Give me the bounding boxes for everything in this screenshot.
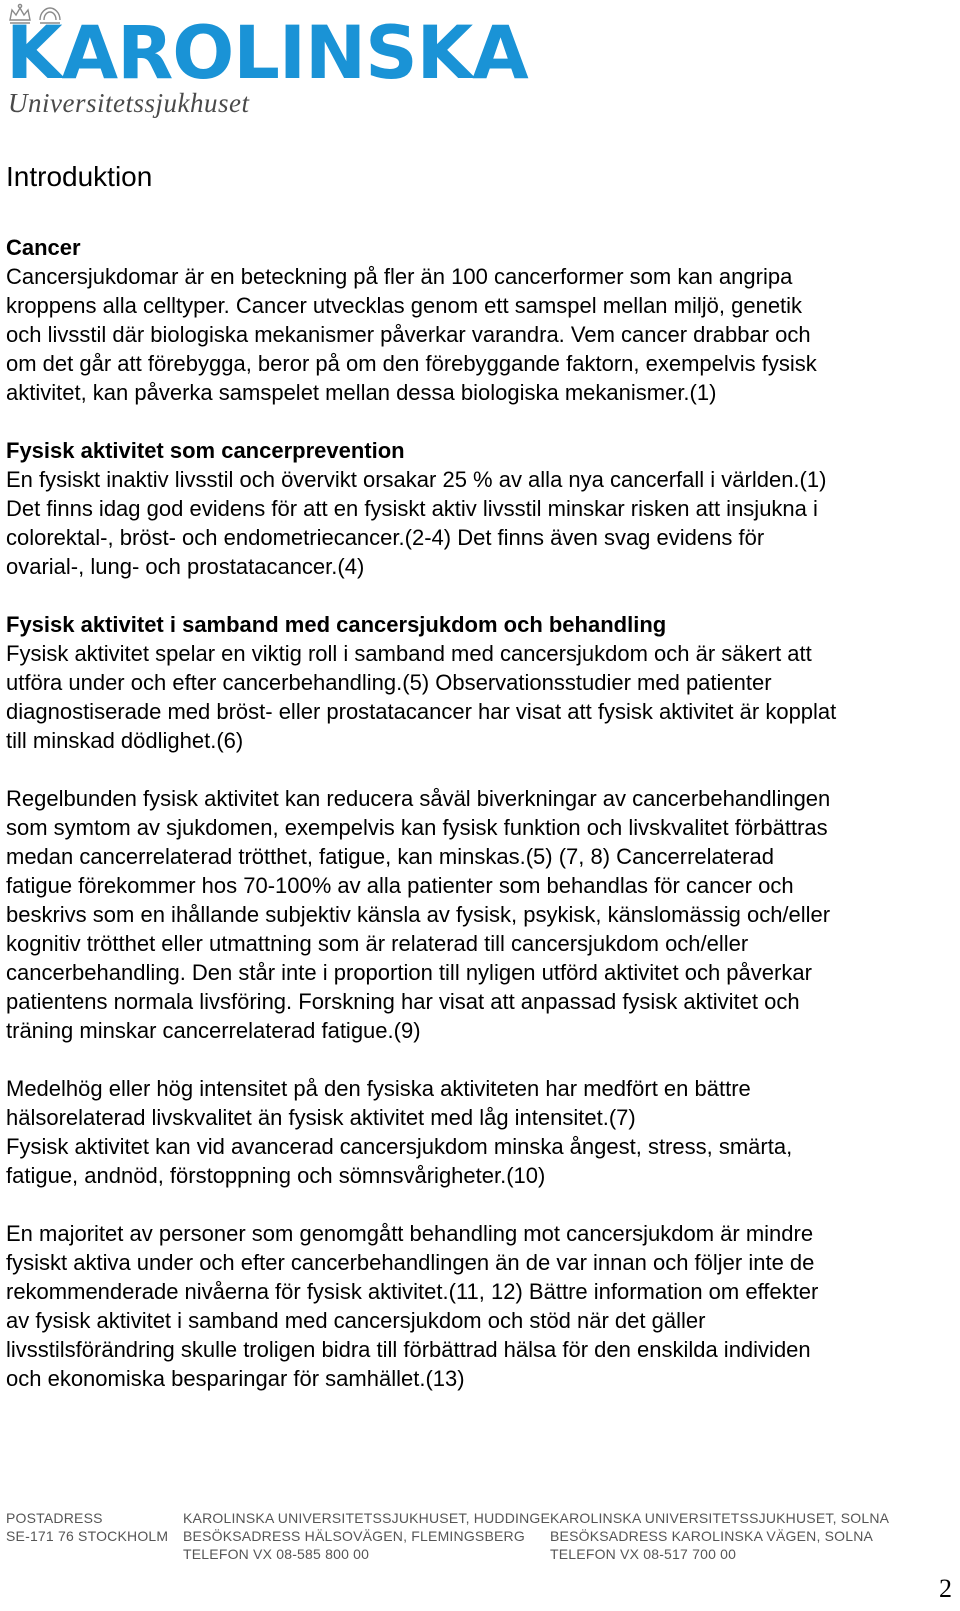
logo-subtitle: Universitetssjukhuset [8, 88, 250, 118]
karolinska-logo [6, 2, 528, 120]
paragraph: Regelbunden fysisk aktivitet kan reducera såväl biverkningar av cancerbehandlingen som symtom av sjukdomen, exempelvis kan fysisk funktion och livskvalitet förbättras medan cancerrelaterad trötthet, fatigue, kan minskas.(5) (7, 8) Cancerrelaterad fatigue förekommer hos 70-100% av alla patienter som behandlas för cancer och beskrivs som en ihållande subjektiv känsla av fysisk, psykisk, känslomässig och/eller kognitiv trötthet eller utmattning som är relaterad till cancersjukdom och/eller cancerbehandling. Den står inte i proportion till nyligen utförd aktivitet och påverkar patientens normala livsföring. Forskning har visat att anpassad fysisk aktivitet och träning minskar cancerrelaterad fatigue.(9) [6, 786, 831, 1043]
section-heading: Fysisk aktivitet i samband med cancersjukdom och behandling [6, 612, 667, 637]
paragraph: Cancersjukdomar är en beteckning på fler än 100 cancerformer som kan angripa kroppens alla celltyper. Cancer utvecklas genom ett samspel mellan miljö, genetik och livsstil där biologiska mekanismer påverkar varandra. Vem cancer drabbar och om det går att förebygga, beror på om den förebyggande faktorn, exempelvis fysisk aktivitet, kan påverka samspelet mellan dessa biologiska mekanismer.(1) [6, 264, 817, 405]
paragraph: Medelhög eller hög intensitet på den fysiska aktiviteten har medfört en bättre hälsorelaterad livskvalitet än fysisk aktivitet med låg intensitet.(7) Fysisk aktivitet kan vid avancerad cancersjukdom minska ångest, stress, smärta, fatigue, andnöd, förstoppning och sömnsvårigheter.(10) [6, 1076, 793, 1188]
page-number: 2 [939, 1574, 952, 1603]
section-cancer [6, 233, 951, 407]
section-treatment [6, 610, 951, 1393]
page-footer [0, 1509, 960, 1609]
footer-postal-address: POSTADRESS SE-171 76 STOCKHOLM [6, 1510, 169, 1544]
section-heading: Fysisk aktivitet som cancerprevention [6, 438, 405, 463]
document-body [6, 158, 951, 1393]
logo-wordmark: KAROLINSKA [6, 11, 528, 96]
section-heading: Cancer [6, 235, 81, 260]
section-prevention [6, 436, 951, 581]
footer-solna-address: KAROLINSKA UNIVERSITETSSJUKHUSET, SOLNA BESÖKSADRESS KAROLINSKA VÄGEN, SOLNA TELEFON VX 08-517 700 00 [550, 1510, 890, 1562]
paragraph: En fysiskt inaktiv livsstil och övervikt orsakar 25 % av alla nya cancerfall i världen.(1) Det finns idag god evidens för att en fysiskt aktiv livsstil minskar risken att insjukna i colorektal-, bröst- och endometriecancer.(2-4) Det finns även svag evidens för ovarial-, lung- och prostatacancer.(4) [6, 467, 827, 579]
paragraph: Fysisk aktivitet spelar en viktig roll i samband med cancersjukdom och är säkert att utföra under och efter cancerbehandling.(5) Observationsstudier med patienter diagnostiserade med bröst- eller prostatacancer har visat att fysisk aktivitet är kopplat till minskad dödlighet.(6) [6, 641, 837, 753]
paragraph: En majoritet av personer som genomgått behandling mot cancersjukdom är mindre fysiskt aktiva under och efter cancerbehandlingen än de var innan och följer inte de rekommenderade nivåerna för fysisk aktivitet.(11, 12) Bättre information om effekter av fysisk aktivitet i samband med cancersjukdom och stöd när det gäller livsstilsförändring skulle troligen bidra till förbättrad hälsa för den enskilda individen och ekonomiska besparingar för samhället.(13) [6, 1221, 819, 1391]
page-title: Introduktion [6, 161, 153, 192]
footer-huddinge-address: KAROLINSKA UNIVERSITETSSJUKHUSET, HUDDINGE BESÖKSADRESS HÄLSOVÄGEN, FLEMINGSBERG TELEFON VX 08-585 800 00 [183, 1510, 551, 1562]
